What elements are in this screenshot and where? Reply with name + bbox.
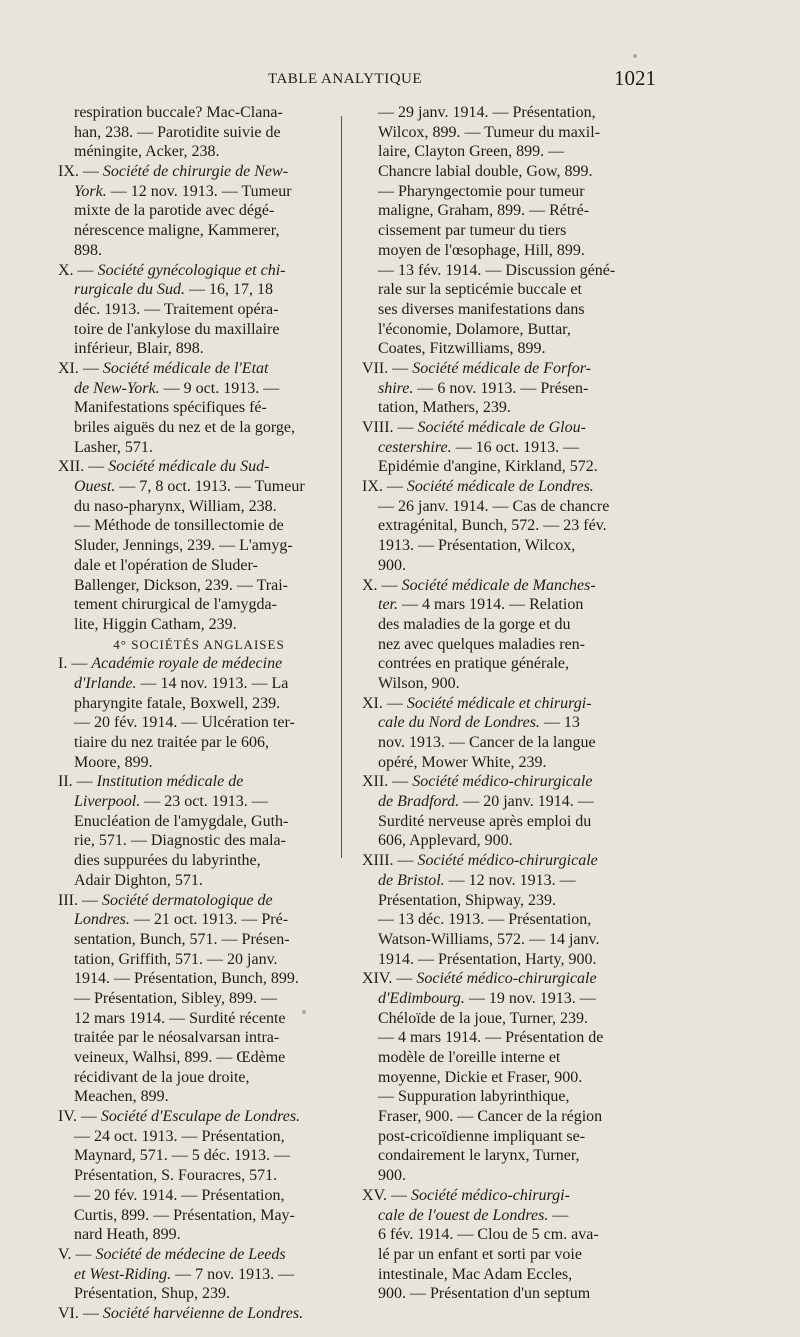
right-line: 1913. — Présentation, Wilcox, — [378, 537, 576, 555]
paper-speck — [302, 1010, 306, 1014]
right-line: VIII. — Société médicale de Glou- — [362, 419, 586, 436]
page-header — [0, 66, 800, 96]
left-line: rie, 571. — Diagnostic des mala- — [74, 832, 286, 850]
left-line: II. — Institution médicale de — [58, 773, 244, 791]
right-line: cissement par tumeur du tiers — [378, 222, 567, 240]
left-line: Maynard, 571. — 5 déc. 1913. — — [74, 1147, 290, 1165]
left-line: tation, Griffith, 571. — 20 janv. — [74, 950, 278, 968]
right-line: Surdité nerveuse après emploi du — [378, 812, 592, 830]
right-line: l'économie, Dolamore, Buttar, — [378, 320, 571, 338]
right-line: lé par un enfant et sorti par voie — [378, 1245, 582, 1263]
left-line: et West-Riding. — 7 nov. 1913. — — [74, 1265, 295, 1283]
right-line: XII. — Société médico-chirurgicale — [362, 773, 593, 791]
right-line: laire, Clayton Green, 899. — — [378, 143, 565, 161]
right-line: IX. — Société médicale de Londres. — [362, 478, 594, 496]
left-line: méningite, Acker, 238. — [74, 143, 220, 161]
left-column — [58, 103, 340, 1324]
right-line: rale sur la septicémie buccale et — [378, 281, 582, 299]
left-line: Moore, 899. — [74, 753, 153, 771]
right-line: — 4 mars 1914. — Présentation de — [378, 1029, 604, 1047]
right-line: tation, Mathers, 239. — [378, 399, 511, 417]
right-line: 900. — [378, 1167, 406, 1185]
left-line: pharyngite fatale, Boxwell, 239. — [74, 694, 281, 712]
left-line: Adair Dighton, 571. — [74, 871, 203, 889]
right-line: ses diverses manifestations dans — [378, 300, 585, 318]
left-line: Meachen, 899. — [74, 1088, 169, 1106]
right-line: XIII. — Société médico-chirurgicale — [362, 852, 598, 870]
left-line: 898. — [74, 241, 102, 259]
right-line: cestershire. — 16 oct. 1913. — — [378, 438, 580, 456]
left-line: toire de l'ankylose du maxillaire — [74, 320, 280, 338]
left-line: dale et l'opération de Sluder- — [74, 556, 258, 574]
left-line: mixte de la parotide avec dégé- — [74, 202, 275, 220]
right-line: XIV. — Société médico-chirurgicale — [362, 970, 597, 988]
right-line: 6 fév. 1914. — Clou de 5 cm. ava- — [378, 1226, 599, 1244]
right-line: moyen de l'œsophage, Hill, 899. — [378, 241, 585, 259]
left-line: — 24 oct. 1913. — Présentation, — [74, 1127, 285, 1145]
right-line: — 29 janv. 1914. — Présentation, — [378, 104, 596, 121]
right-line: 900. — Présentation d'un septum — [378, 1285, 591, 1303]
left-line: Lasher, 571. — [74, 438, 153, 456]
paper-speck — [633, 54, 637, 58]
left-line: nérescence maligne, Kammerer, — [74, 222, 280, 240]
right-line: post-cricoïdienne impliquant se- — [378, 1127, 586, 1145]
left-line: V. — Société de médecine de Leeds — [58, 1245, 286, 1263]
right-line: — Pharyngectomie pour tumeur — [378, 182, 585, 200]
right-line: cale de l'ouest de Londres. — — [378, 1206, 569, 1224]
left-line: Présentation, S. Fouracres, 571. — [74, 1167, 278, 1185]
right-line: 900. — [378, 556, 406, 574]
left-line: IV. — Société d'Esculape de Londres. — [58, 1108, 301, 1126]
left-line: — 20 fév. 1914. — Ulcération ter- — [74, 714, 295, 732]
right-line: Watson-Williams, 572. — 14 janv. — [378, 930, 600, 948]
left-line: Sluder, Jennings, 239. — L'amyg- — [74, 537, 293, 555]
left-line: veineux, Walhsi, 899. — Œdème — [74, 1049, 286, 1066]
right-line: — 13 déc. 1913. — Présentation, — [378, 911, 592, 929]
running-title: TABLE ANALYTIQUE — [268, 71, 423, 87]
left-line: III. — Société dermatologique de — [58, 891, 273, 909]
right-line: — 13 fév. 1914. — Discussion géné- — [378, 261, 616, 279]
right-line: maligne, Graham, 899. — Rétré- — [378, 202, 590, 220]
left-line: Londres. — 21 oct. 1913. — Pré- — [74, 911, 289, 929]
right-line: Présentation, Shipway, 239. — [378, 891, 557, 909]
left-line: d'Irlande. — 14 nov. 1913. — La — [74, 674, 289, 692]
right-line: X. — Société médicale de Manches- — [362, 576, 596, 594]
right-line: Chéloïde de la joue, Turner, 239. — [378, 1009, 588, 1027]
left-line: VI. — Société harvéienne de Londres. — [58, 1304, 304, 1322]
left-line: tement chirurgical de l'amygda- — [74, 596, 277, 614]
left-line: de New-York. — 9 oct. 1913. — — [74, 379, 280, 397]
right-line: nov. 1913. — Cancer de la langue — [378, 734, 596, 751]
left-line: sentation, Bunch, 571. — Présen- — [74, 930, 290, 948]
right-line: — 26 janv. 1914. — Cas de chancre — [378, 497, 610, 515]
left-line: tiaire du nez traitée par le 606, — [74, 734, 270, 751]
left-line: lite, Higgin Catham, 239. — [74, 615, 237, 633]
right-line: Epidémie d'angine, Kirkland, 572. — [378, 458, 598, 476]
right-line: Wilson, 900. — [378, 674, 460, 692]
left-line: Manifestations spécifiques fé- — [74, 399, 267, 417]
right-line: de Bradford. — 20 janv. 1914. — — [378, 793, 594, 811]
right-line: des maladies de la gorge et du — [378, 615, 571, 633]
right-line: XV. — Société médico-chirurgi- — [362, 1186, 570, 1204]
left-line: Présentation, Shup, 239. — [74, 1285, 230, 1303]
right-line: condairement le larynx, Turner, — [378, 1147, 580, 1165]
left-line: IX. — Société de chirurgie de New- — [58, 163, 289, 181]
right-line: 1914. — Présentation, Harty, 900. — [378, 950, 597, 968]
left-line: Enucléation de l'amygdale, Guth- — [74, 812, 289, 830]
right-line: contrées en pratique générale, — [378, 655, 570, 673]
left-line: dies suppurées du labyrinthe, — [74, 852, 261, 870]
left-line: briles aiguës du nez et de la gorge, — [74, 419, 295, 436]
right-line: extragénital, Bunch, 572. — 23 fév. — [378, 517, 607, 535]
right-line: ter. — 4 mars 1914. — Relation — [378, 596, 584, 614]
left-line: X. — Société gynécologique et chi- — [58, 261, 286, 279]
left-line: Ouest. — 7, 8 oct. 1913. — Tumeur — [74, 478, 305, 496]
right-line: Coates, Fitzwilliams, 899. — [378, 340, 546, 358]
left-line: 4° SOCIÉTÉS ANGLAISES — [113, 636, 285, 652]
right-line: modèle de l'oreille interne et — [378, 1049, 561, 1066]
left-line: han, 238. — Parotidite suivie de — [74, 123, 281, 141]
right-line: nez avec quelques maladies ren- — [378, 635, 586, 653]
left-line: I. — Académie royale de médecine — [58, 655, 283, 673]
right-line: Wilcox, 899. — Tumeur du maxil- — [378, 123, 601, 141]
left-line: respiration buccale? Mac-Clana- — [74, 104, 283, 121]
left-line: Ballenger, Dickson, 239. — Trai- — [74, 576, 289, 594]
left-line: 12 mars 1914. — Surdité récente — [74, 1009, 286, 1027]
right-line: XI. — Société médicale et chirurgi- — [362, 694, 592, 712]
left-line: Curtis, 899. — Présentation, May- — [74, 1206, 295, 1224]
right-line: de Bristol. — 12 nov. 1913. — — [378, 871, 576, 889]
right-line: — Suppuration labyrinthique, — [378, 1088, 570, 1106]
left-line: traitée par le néosalvarsan intra- — [74, 1029, 280, 1047]
left-line: déc. 1913. — Traitement opéra- — [74, 300, 279, 318]
left-line: récidivant de la joue droite, — [74, 1068, 250, 1086]
left-line: — 20 fév. 1914. — Présentation, — [74, 1186, 285, 1204]
left-line: — Présentation, Sibley, 899. — — [74, 989, 277, 1007]
left-line: Liverpool. — 23 oct. 1913. — — [74, 793, 268, 811]
right-line: opéré, Mower White, 239. — [378, 753, 547, 771]
right-line: d'Edimbourg. — 19 nov. 1913. — — [378, 989, 596, 1007]
left-line: XII. — Société médicale du Sud- — [58, 458, 270, 476]
column-divider — [341, 116, 342, 858]
page-number: 1021 — [614, 66, 656, 90]
right-line: intestinale, Mac Adam Eccles, — [378, 1265, 573, 1283]
left-line: York. — 12 nov. 1913. — Tumeur — [74, 182, 292, 200]
right-line: Fraser, 900. — Cancer de la région — [378, 1108, 603, 1126]
right-line: shire. — 6 nov. 1913. — Présen- — [378, 379, 589, 397]
right-line: Chancre labial double, Gow, 899. — [378, 163, 593, 181]
left-line: inférieur, Blair, 898. — [74, 340, 204, 358]
left-line: nard Heath, 899. — [74, 1226, 181, 1244]
right-column — [362, 103, 644, 1304]
right-line: 606, Applevard, 900. — [378, 832, 513, 850]
left-line: 1914. — Présentation, Bunch, 899. — [74, 970, 299, 988]
left-line: rurgicale du Sud. — 16, 17, 18 — [74, 281, 273, 299]
right-line: VII. — Société médicale de Forfor- — [362, 359, 591, 377]
left-line: — Méthode de tonsillectomie de — [74, 517, 284, 535]
right-line: moyenne, Dickie et Fraser, 900. — [378, 1068, 583, 1086]
right-line: cale du Nord de Londres. — 13 — [378, 714, 580, 732]
left-line: du naso-pharynx, William, 238. — [74, 497, 277, 515]
left-line: XI. — Société médicale de l'Etat — [58, 359, 269, 377]
